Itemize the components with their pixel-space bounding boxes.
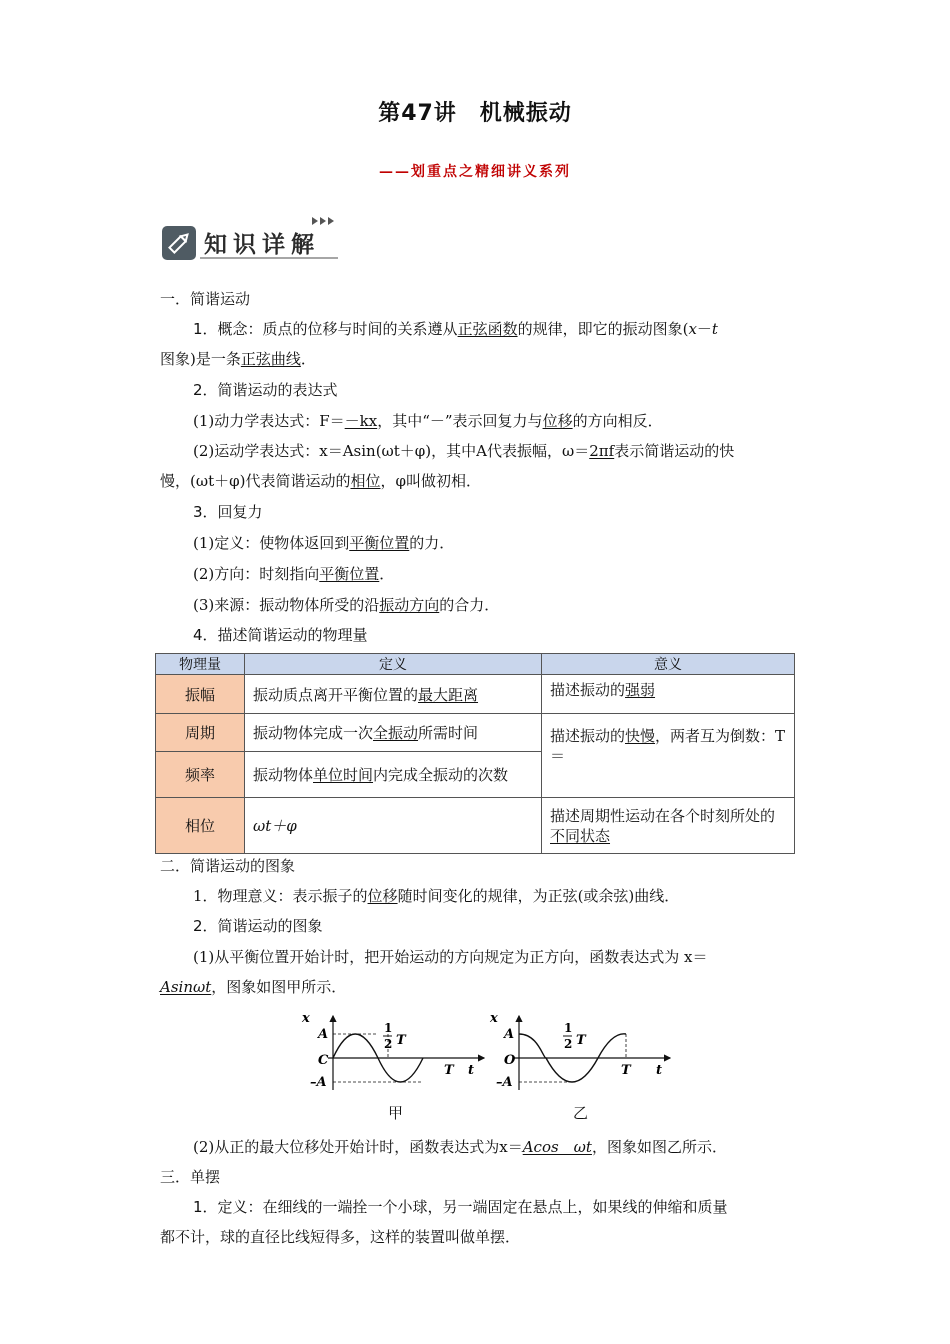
pendulum-definition-line2: 都不计，球的直径比线短得多，这样的装置叫做单摆． [160,1228,521,1246]
graph-jia-caption: 甲 [388,1104,404,1122]
svg-text:2: 2 [384,1037,393,1051]
svg-text:x: x [302,1011,310,1026]
svg-text:–A: –A [310,1075,327,1090]
meaning-cell: 描述周期性运动在各个时刻所处的不同状态 [542,798,795,854]
physical-meaning: 1．物理意义：表示振子的位移随时间变化的规律，为正弦(或余弦)曲线． [193,887,680,905]
graph-jia [300,1008,490,1096]
restoring-definition: (1)定义：使物体返回到平衡位置的力． [193,534,455,552]
quantity-cell: 频率 [156,752,245,798]
dynamic-expression: (1)动力学表达式：F＝－kx，其中“－”表示回复力与位移的方向相反． [193,412,663,430]
meaning-cell: 描述振动的快慢，两者互为倒数：T＝ [542,714,795,798]
svg-text:–A: –A [496,1075,513,1090]
restoring-direction: (2)方向：时刻指向平衡位置． [193,565,395,583]
svg-text:2: 2 [564,1037,573,1051]
from-equilibrium-line2: Asinωt，图象如图甲所示． [160,978,347,996]
table-header: 物理量 [156,654,245,675]
definition-cell: 振动物体单位时间内完成全振动的次数 [245,752,542,798]
quantities-table [155,653,795,854]
svg-text:1: 1 [564,1021,573,1035]
meaning-cell: 描述振动的强弱 [542,675,795,714]
banner-title: 知识详解 [204,232,320,258]
restoring-source: (3)来源：振动物体所受的沿振动方向的合力． [193,596,500,614]
svg-text:t: t [468,1063,475,1078]
table-row [156,675,795,714]
svg-text:T: T [621,1063,631,1078]
definition-cell: 振动质点离开平衡位置的最大距离 [245,675,542,714]
from-equilibrium-line1: (1)从平衡位置开始计时，把开始运动的方向规定为正方向，函数表达式为 x＝ [193,948,708,966]
kinematic-expression-line1: (2)运动学表达式：x＝Asin(ωt＋φ)，其中A代表振幅，ω＝2πf表示简谐运动的快 [193,442,735,460]
quantity-cell: 相位 [156,798,245,854]
svg-text:O: O [504,1053,516,1068]
concept-line2: 图象)是一条正弦曲线． [160,350,316,368]
svg-text:C: C [318,1053,329,1068]
quantities-heading: 4．描述简谐运动的物理量 [193,626,368,644]
svg-text:T: T [576,1033,586,1048]
table-row [156,714,795,752]
graph-heading: 2．简谐运动的图象 [193,917,323,935]
page-subtitle: ——划重点之精细讲义系列 [379,164,571,180]
section3-heading: 三．单摆 [160,1168,221,1186]
table-header: 定义 [245,654,542,675]
section2-heading: 二．简谐运动的图象 [160,857,296,875]
concept-line1: 1．概念：质点的位移与时间的关系遵从正弦函数的规律，即它的振动图象(x－t [193,320,718,338]
svg-text:T: T [444,1063,454,1078]
definition-cell: 振动物体完成一次全振动所需时间 [245,714,542,752]
from-max-displacement: (2)从正的最大位移处开始计时，函数表达式为x＝Acos ωt，图象如图乙所示． [193,1138,727,1156]
section1-heading: 一．简谐运动 [160,290,251,308]
kinematic-expression-line2: 慢，(ωt＋φ)代表简谐运动的相位，φ叫做初相． [160,472,481,490]
svg-text:t: t [656,1063,663,1078]
svg-text:x: x [490,1011,498,1026]
expression-heading: 2．简谐运动的表达式 [193,381,338,399]
svg-text:A: A [504,1027,515,1042]
table-header: 意义 [542,654,795,675]
svg-text:1: 1 [384,1021,393,1035]
quantity-cell: 周期 [156,714,245,752]
page-title: 第47讲 机械振动 [378,101,572,126]
pendulum-definition-line1: 1．定义：在细线的一端拴一个小球，另一端固定在悬点上，如果线的伸缩和质量 [193,1198,728,1216]
svg-text:A: A [318,1027,329,1042]
restoring-force-heading: 3．回复力 [193,503,263,521]
graph-yi-caption: 乙 [573,1104,589,1122]
graph-yi [488,1008,678,1096]
svg-text:T: T [396,1033,406,1048]
table-row [156,798,795,854]
definition-cell: ωt＋φ [245,798,542,854]
quantity-cell: 振幅 [156,675,245,714]
